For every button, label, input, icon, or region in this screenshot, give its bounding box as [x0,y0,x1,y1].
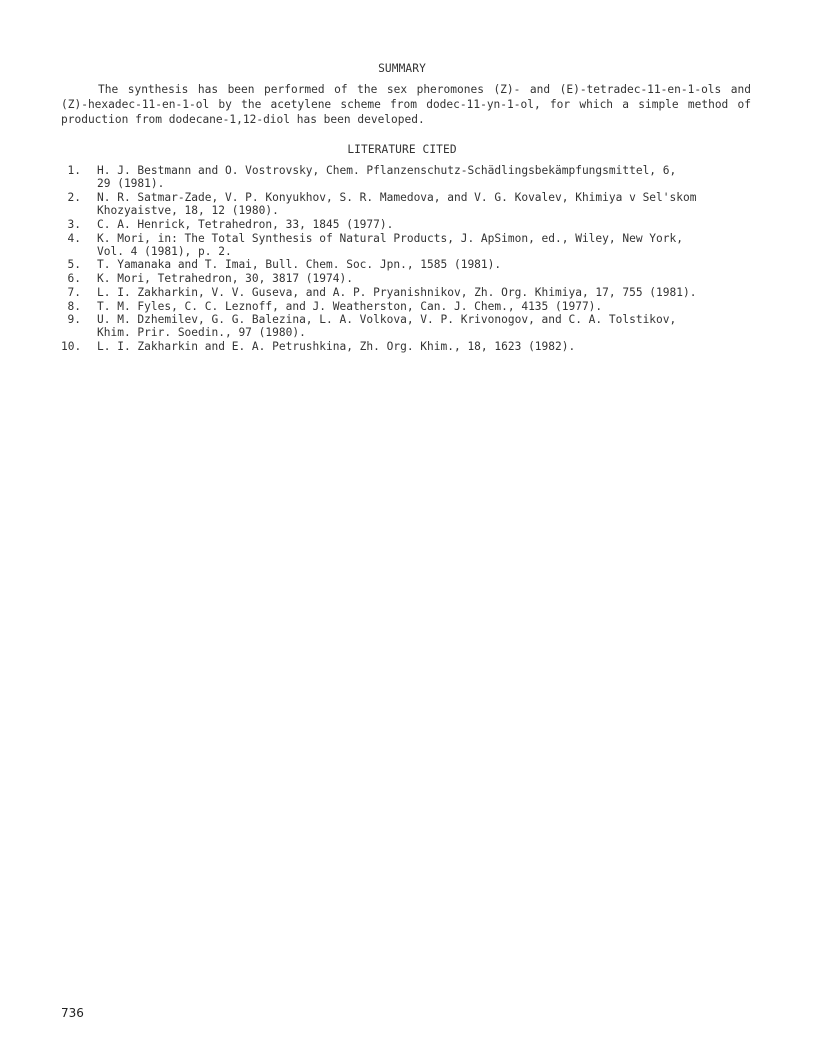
reference-text [97,232,761,258]
summary-body [61,82,751,127]
reference-line: K. Mori, in: The Total Synthesis of Natural Products, J. ApSimon, ed., Wiley, New York, [97,231,683,245]
reference-item [61,218,761,231]
literature-heading: LITERATURE CITED [347,143,457,156]
reference-line: N. R. Satmar-Zade, V. P. Konyukhov, S. R. Mamedova, and V. G. Kovalev, Khimiya v Sel'skom [97,190,697,204]
reference-number: 2. [67,190,81,204]
reference-text [97,340,761,353]
summary-paragraph: The synthesis has been performed of the sex pheromones (Z)- and (E)-tetradec-11-en-1-ols and (Z)-hexadec-11-en-1-ol by the acetylene scheme from dodec-11-yn-1-ol, for which a simple method of production from dodecane-1,12-diol has been developed. [61,83,751,126]
reference-line: U. M. Dzhemilev, G. G. Balezina, L. A. Volkova, V. P. Krivonogov, and C. A. Tolstikov, [97,313,677,327]
reference-text [97,286,761,299]
reference-line: H. J. Bestmann and O. Vostrovsky, Chem. Pflanzenschutz-Schädlingsbekämpfungsmittel, 6, [97,164,677,177]
reference-item [61,313,761,339]
reference-line: Khozyaistve, 18, 12 (1980). [97,204,279,218]
reference-text [97,164,761,190]
reference-item [61,340,761,353]
reference-number: 5. [67,258,81,272]
reference-number: 1. [67,164,81,177]
reference-number: 9. [67,313,81,327]
reference-text [97,218,761,231]
reference-item [61,232,761,258]
reference-item [61,258,761,271]
reference-item [61,300,761,313]
reference-line: C. A. Henrick, Tetrahedron, 33, 1845 (1977). [97,217,394,231]
page-number: 736 [61,1006,84,1020]
reference-line: T. Yamanaka and T. Imai, Bull. Chem. Soc. Jpn., 1585 (1981). [97,258,502,272]
reference-line: L. I. Zakharkin and E. A. Petrushkina, Zh. Org. Khim., 18, 1623 (1982). [97,340,576,354]
reference-text [97,191,761,217]
reference-number: 3. [67,217,81,231]
summary-heading: SUMMARY [378,62,426,75]
reference-item [61,191,761,217]
reference-list [61,164,761,354]
reference-line: Vol. 4 (1981), p. 2. [97,244,232,258]
reference-line: Khim. Prir. Soedin., 97 (1980). [97,326,306,340]
reference-number: 6. [67,272,81,286]
reference-line: 29 (1981). [97,177,165,191]
reference-item [61,164,761,190]
reference-number: 7. [67,285,81,299]
reference-line: T. M. Fyles, C. C. Leznoff, and J. Weatherston, Can. J. Chem., 4135 (1977). [97,299,603,313]
reference-line: K. Mori, Tetrahedron, 30, 3817 (1974). [97,272,353,286]
reference-number: 10. [61,340,82,354]
reference-text [97,313,761,339]
reference-number: 4. [67,231,81,245]
reference-item [61,272,761,285]
reference-number: 8. [67,299,81,313]
reference-text [97,300,761,313]
reference-item [61,286,761,299]
reference-line: L. I. Zakharkin, V. V. Guseva, and A. P. Pryanishnikov, Zh. Org. Khimiya, 17, 755 (1981). [97,285,697,299]
reference-text [97,272,761,285]
reference-text [97,258,761,271]
